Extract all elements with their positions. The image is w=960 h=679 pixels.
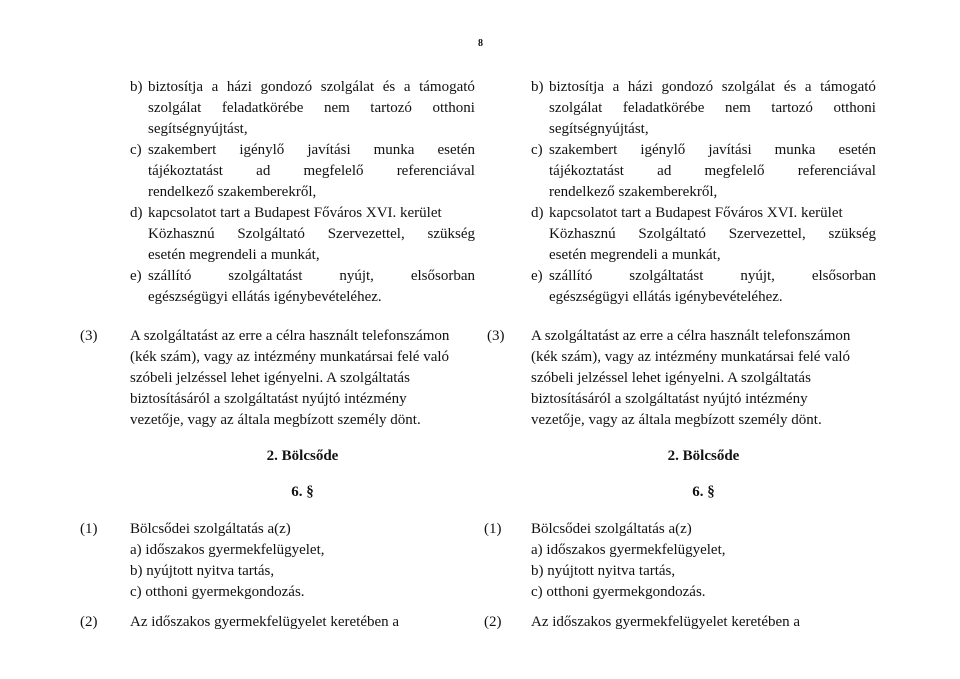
list-item-e-label: e): [130, 268, 142, 284]
list-item-b-label: b): [130, 79, 143, 95]
paragraph-1-line: Bölcsődei szolgáltatás a(z): [531, 521, 692, 537]
paragraph-1-line: a) időszakos gyermekfelügyelet,: [130, 542, 325, 558]
list-item-e-text: szállító szolgáltatást nyújt, elsősorban: [549, 268, 876, 284]
list-item-c-label: c): [531, 142, 543, 158]
list-item-c-cont: tájékoztatást ad megfelelő referenciával: [148, 163, 475, 179]
list-item-c-cont: rendelkező szakemberekről,: [549, 184, 718, 200]
section-heading: 2. Bölcsőde: [667, 448, 740, 464]
paragraph-3-line: biztosításáról a szolgáltatást nyújtó intézmény: [531, 391, 808, 407]
list-item-c-text: szakembert igénylő javítási munka esetén: [148, 142, 475, 158]
paragraph-number: (1): [80, 521, 98, 537]
list-item-e-cont: egészségügyi ellátás igénybevételéhez.: [549, 289, 783, 305]
list-item-c-text: szakembert igénylő javítási munka esetén: [549, 142, 876, 158]
section-number: 6. §: [692, 484, 715, 500]
paragraph-3-line: vezetője, vagy az általa megbízott személy dönt.: [531, 412, 822, 428]
paragraph-1-line: Bölcsődei szolgáltatás a(z): [130, 521, 291, 537]
paragraph-1-line: b) nyújtott nyitva tartás,: [531, 563, 676, 579]
paragraph-1-line: c) otthoni gyermekgondozás.: [531, 584, 706, 600]
paragraph-number: (1): [484, 521, 502, 537]
paragraph-3-line: A szolgáltatást az erre a célra használt telefonszámon: [531, 328, 851, 344]
list-item-d-text: kapcsolatot tart a Budapest Főváros XVI. kerület: [549, 205, 843, 221]
paragraph-2-line: Az időszakos gyermekfelügyelet keretében a: [531, 614, 801, 630]
list-item-d-label: d): [531, 205, 544, 221]
paragraph-3-line: szóbeli jelzéssel lehet igényelni. A szolgáltatás: [130, 370, 410, 386]
list-item-d-cont: esetén megrendeli a munkát,: [549, 247, 721, 263]
list-item-b-label: b): [531, 79, 544, 95]
paragraph-number: (3): [80, 328, 98, 344]
paragraph-3-line: A szolgáltatást az erre a célra használt telefonszámon: [130, 328, 450, 344]
page-number: 8: [478, 38, 483, 49]
list-item-c-label: c): [130, 142, 142, 158]
paragraph-number: (2): [80, 614, 98, 630]
paragraph-number: (2): [484, 614, 502, 630]
paragraph-3-line: vezetője, vagy az általa megbízott személy dönt.: [130, 412, 421, 428]
paragraph-1-line: b) nyújtott nyitva tartás,: [130, 563, 275, 579]
paragraph-number: (3): [487, 328, 505, 344]
list-item-b-text: biztosítja a házi gondozó szolgálat és a támogató: [549, 79, 876, 95]
list-item-c-cont: tájékoztatást ad megfelelő referenciával: [549, 163, 876, 179]
paragraph-2-line: Az időszakos gyermekfelügyelet keretében a: [130, 614, 400, 630]
list-item-b-text: biztosítja a házi gondozó szolgálat és a támogató: [148, 79, 475, 95]
list-item-b-cont: segítségnyújtást,: [549, 121, 649, 137]
list-item-e-cont: egészségügyi ellátás igénybevételéhez.: [148, 289, 382, 305]
list-item-b-cont: segítségnyújtást,: [148, 121, 248, 137]
list-item-b-cont: szolgálat feladatkörébe nem tartozó otthoni: [148, 100, 475, 116]
paragraph-3-line: (kék szám), vagy az intézmény munkatársai felé való: [531, 349, 851, 365]
list-item-d-cont: Közhasznú Szolgáltató Szervezettel, szükség: [549, 226, 876, 242]
paragraph-1-line: a) időszakos gyermekfelügyelet,: [531, 542, 726, 558]
list-item-e-text: szállító szolgáltatást nyújt, elsősorban: [148, 268, 475, 284]
section-heading: 2. Bölcsőde: [266, 448, 339, 464]
paragraph-1-line: c) otthoni gyermekgondozás.: [130, 584, 305, 600]
list-item-b-cont: szolgálat feladatkörébe nem tartozó otthoni: [549, 100, 876, 116]
paragraph-3-line: biztosításáról a szolgáltatást nyújtó intézmény: [130, 391, 407, 407]
section-number: 6. §: [291, 484, 314, 500]
list-item-d-label: d): [130, 205, 143, 221]
list-item-d-text: kapcsolatot tart a Budapest Főváros XVI. kerület: [148, 205, 442, 221]
list-item-d-cont: Közhasznú Szolgáltató Szervezettel, szükség: [148, 226, 475, 242]
list-item-e-label: e): [531, 268, 543, 284]
list-item-d-cont: esetén megrendeli a munkát,: [148, 247, 320, 263]
paragraph-3-line: szóbeli jelzéssel lehet igényelni. A szolgáltatás: [531, 370, 811, 386]
list-item-c-cont: rendelkező szakemberekről,: [148, 184, 317, 200]
paragraph-3-line: (kék szám), vagy az intézmény munkatársai felé való: [130, 349, 450, 365]
